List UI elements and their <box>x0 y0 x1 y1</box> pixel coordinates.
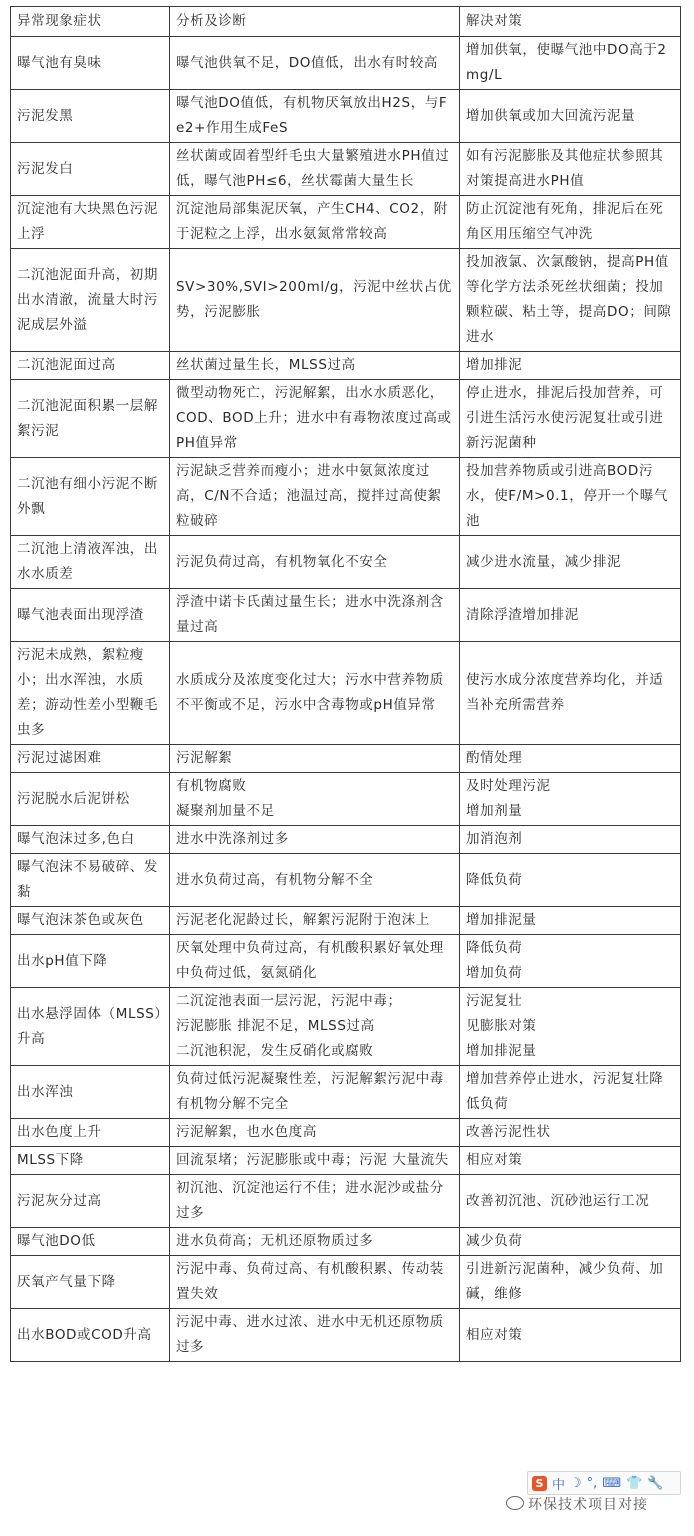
diagnosis-cell: 进水中洗涤剂过多 <box>170 826 460 854</box>
symptom-cell: 二沉池有细小污泥不断外飘 <box>11 458 170 536</box>
diagnosis-cell: 曝气池供氧不足，DO值低，出水有时较高 <box>170 37 460 90</box>
symptom-cell: 污泥过滤困难 <box>11 745 170 773</box>
symptom-cell: 出水BOD或COD升高 <box>11 1309 170 1362</box>
symptom-cell: 曝气泡沫过多,色白 <box>11 826 170 854</box>
table-row <box>11 143 681 196</box>
solution-cell: 使污水成分浓度营养均化，并适当补充所需营养 <box>460 642 681 745</box>
table-row <box>11 826 681 854</box>
troubleshooting-table <box>10 6 681 1362</box>
solution-cell: 相应对策 <box>460 1147 681 1175</box>
diagnosis-cell: 丝状菌或固着型纤毛虫大量繁殖进水PH值过低，曝气池PH≤6，丝状霉菌大量生长 <box>170 143 460 196</box>
table-row <box>11 536 681 589</box>
diagnosis-cell: 进水负荷高；无机还原物质过多 <box>170 1228 460 1256</box>
symptom-cell: 出水色度上升 <box>11 1119 170 1147</box>
solution-cell: 投加液氯、次氯酸钠，提高PH值等化学方法杀死丝状细菌；投加颗粒碳、粘土等，提高DO；间隙进水 <box>460 249 681 352</box>
solution-cell: 引进新污泥菌种，减少负荷、加碱，维修 <box>460 1256 681 1309</box>
solution-cell: 改善初沉池、沉砂池运行工况 <box>460 1175 681 1228</box>
moon-icon[interactable]: ☽ <box>570 1475 582 1491</box>
diagnosis-cell: 有机物腐败 凝聚剂加量不足 <box>170 773 460 826</box>
solution-cell: 投加营养物质或引进高BOD污水，使F/M>0.1，停开一个曝气池 <box>460 458 681 536</box>
solution-cell: 增加排泥 <box>460 352 681 380</box>
diagnosis-cell: 污泥中毒、负荷过高、有机酸积累、传动装置失效 <box>170 1256 460 1309</box>
table-row <box>11 642 681 745</box>
header-row <box>11 7 681 37</box>
symptom-cell: 污泥脱水后泥饼松 <box>11 773 170 826</box>
table-row <box>11 37 681 90</box>
skin-icon[interactable]: 👕 <box>626 1475 643 1491</box>
solution-cell: 相应对策 <box>460 1309 681 1362</box>
solution-cell: 酌情处理 <box>460 745 681 773</box>
solution-cell: 停止进水，排泥后投加营养，可引进生活污水使污泥复壮或引进新污泥菌种 <box>460 380 681 458</box>
wechat-icon <box>506 1496 524 1510</box>
table-row <box>11 1066 681 1119</box>
table-row <box>11 589 681 642</box>
table-body <box>11 37 681 1362</box>
table-row <box>11 380 681 458</box>
table-row <box>11 854 681 907</box>
ime-mode-toggle[interactable]: 中 <box>552 1477 566 1493</box>
solution-cell: 减少进水流量，减少排泥 <box>460 536 681 589</box>
symptom-cell: 厌氧产气量下降 <box>11 1256 170 1309</box>
symptom-cell: 出水浑浊 <box>11 1066 170 1119</box>
symptom-cell: 曝气池DO低 <box>11 1228 170 1256</box>
table-row <box>11 935 681 988</box>
ime-toolbar[interactable] <box>527 1471 681 1495</box>
table-row <box>11 907 681 935</box>
symptom-cell: 二沉池泥面升高，初期出水清澈，流量大时污泥成层外溢 <box>11 249 170 352</box>
symptom-cell: 二沉池上清液浑浊，出水水质差 <box>11 536 170 589</box>
symptom-cell: 曝气池有臭味 <box>11 37 170 90</box>
punctuation-icon[interactable]: °, <box>586 1475 598 1491</box>
symptom-cell: 出水pH值下降 <box>11 935 170 988</box>
symptom-cell: 沉淀池有大块黑色污泥上浮 <box>11 196 170 249</box>
diagnosis-cell: 负荷过低污泥凝聚性差，污泥解絮污泥中毒有机物分解不完全 <box>170 1066 460 1119</box>
table-row <box>11 458 681 536</box>
solution-cell: 清除浮渣增加排泥 <box>460 589 681 642</box>
symptom-cell: 污泥发白 <box>11 143 170 196</box>
watermark-text: 环保技术项目对接 <box>528 1497 648 1513</box>
diagnosis-cell: 厌氧处理中负荷过高，有机酸积累好氧处理中负荷过低，氨氮硝化 <box>170 935 460 988</box>
tools-icon[interactable]: 🔧 <box>647 1475 664 1491</box>
table-row <box>11 1228 681 1256</box>
diagnosis-cell: 浮渣中诺卡氏菌过量生长；进水中洗涤剂含量过高 <box>170 589 460 642</box>
diagnosis-cell: 回流泵堵；污泥膨胀或中毒；污泥 大量流失 <box>170 1147 460 1175</box>
solution-cell: 增加营养停止进水，污泥复壮降低负荷 <box>460 1066 681 1119</box>
solution-cell: 降低负荷 <box>460 854 681 907</box>
solution-cell: 改善污泥性状 <box>460 1119 681 1147</box>
symptom-cell: 曝气池表面出现浮渣 <box>11 589 170 642</box>
symptom-cell: MLSS下降 <box>11 1147 170 1175</box>
solution-cell: 污泥复壮 见膨胀对策 增加排泥量 <box>460 988 681 1066</box>
solution-cell: 及时处理污泥 增加剂量 <box>460 773 681 826</box>
table-row <box>11 1175 681 1228</box>
header-solution: 解决对策 <box>460 7 681 37</box>
table-row <box>11 988 681 1066</box>
table-row <box>11 1256 681 1309</box>
solution-cell: 如有污泥膨胀及其他症状参照其对策提高进水PH值 <box>460 143 681 196</box>
table-row <box>11 1309 681 1362</box>
symptom-cell: 污泥未成熟，絮粒瘦小；出水浑浊，水质差；游动性差小型鞭毛虫多 <box>11 642 170 745</box>
table-row <box>11 745 681 773</box>
keyboard-icon[interactable]: ⌨ <box>602 1475 622 1491</box>
diagnosis-cell: 污泥负荷过高，有机物氧化不安全 <box>170 536 460 589</box>
diagnosis-cell: 微型动物死亡，污泥解絮，出水水质恶化，COD、BOD上升；进水中有毒物浓度过高或PH值异常 <box>170 380 460 458</box>
diagnosis-cell: 进水负荷过高，有机物分解不全 <box>170 854 460 907</box>
table-row <box>11 773 681 826</box>
symptom-cell: 曝气泡沫不易破碎、发黏 <box>11 854 170 907</box>
symptom-cell: 出水悬浮固体（MLSS）升高 <box>11 988 170 1066</box>
diagnosis-cell: 二沉淀池表面一层污泥，污泥中毒； 污泥膨胀 排泥不足，MLSS过高 二沉池积泥，发生反硝化或腐败 <box>170 988 460 1066</box>
header-symptom: 异常现象症状 <box>11 7 170 37</box>
diagnosis-cell: 污泥老化泥龄过长，解絮污泥附于泡沫上 <box>170 907 460 935</box>
table-row <box>11 1147 681 1175</box>
symptom-cell: 污泥发黑 <box>11 90 170 143</box>
diagnosis-cell: 曝气池DO值低，有机物厌氧放出H2S，与Fe2+作用生成FeS <box>170 90 460 143</box>
solution-cell: 减少负荷 <box>460 1228 681 1256</box>
watermark <box>506 1494 648 1514</box>
diagnosis-cell: 污泥解絮 <box>170 745 460 773</box>
symptom-cell: 曝气泡沫茶色或灰色 <box>11 907 170 935</box>
solution-cell: 加消泡剂 <box>460 826 681 854</box>
symptom-cell: 污泥灰分过高 <box>11 1175 170 1228</box>
table-row <box>11 1119 681 1147</box>
solution-cell: 增加供氧或加大回流污泥量 <box>460 90 681 143</box>
table-row <box>11 352 681 380</box>
solution-cell: 防止沉淀池有死角，排泥后在死角区用压缩空气冲洗 <box>460 196 681 249</box>
solution-cell: 降低负荷 增加负荷 <box>460 935 681 988</box>
diagnosis-cell: 水质成分及浓度变化过大；污水中营养物质不平衡或不足，污水中含毒物或pH值异常 <box>170 642 460 745</box>
symptom-cell: 二沉池泥面过高 <box>11 352 170 380</box>
sogou-logo-icon[interactable]: S <box>532 1476 547 1491</box>
table-row <box>11 90 681 143</box>
table-row <box>11 249 681 352</box>
diagnosis-cell: 污泥缺乏营养而瘦小；进水中氨氮浓度过高，C/N不合适；池温过高，搅拌过高使絮粒破碎 <box>170 458 460 536</box>
symptom-cell: 二沉池泥面积累一层解絮污泥 <box>11 380 170 458</box>
diagnosis-cell: 沉淀池局部集泥厌氧，产生CH4、CO2，附于泥粒之上浮，出水氨氮常常较高 <box>170 196 460 249</box>
diagnosis-cell: 污泥解絮，也水色度高 <box>170 1119 460 1147</box>
diagnosis-cell: SV>30%,SVI>200ml/g，污泥中丝状占优势，污泥膨胀 <box>170 249 460 352</box>
diagnosis-cell: 丝状菌过量生长，MLSS过高 <box>170 352 460 380</box>
header-diagnosis: 分析及诊断 <box>170 7 460 37</box>
table-row <box>11 196 681 249</box>
diagnosis-cell: 初沉池、沉淀池运行不佳；进水泥沙或盐分过多 <box>170 1175 460 1228</box>
diagnosis-cell: 污泥中毒、进水过浓、进水中无机还原物质过多 <box>170 1309 460 1362</box>
solution-cell: 增加排泥量 <box>460 907 681 935</box>
solution-cell: 增加供氧，使曝气池中DO高于2 mg/L <box>460 37 681 90</box>
